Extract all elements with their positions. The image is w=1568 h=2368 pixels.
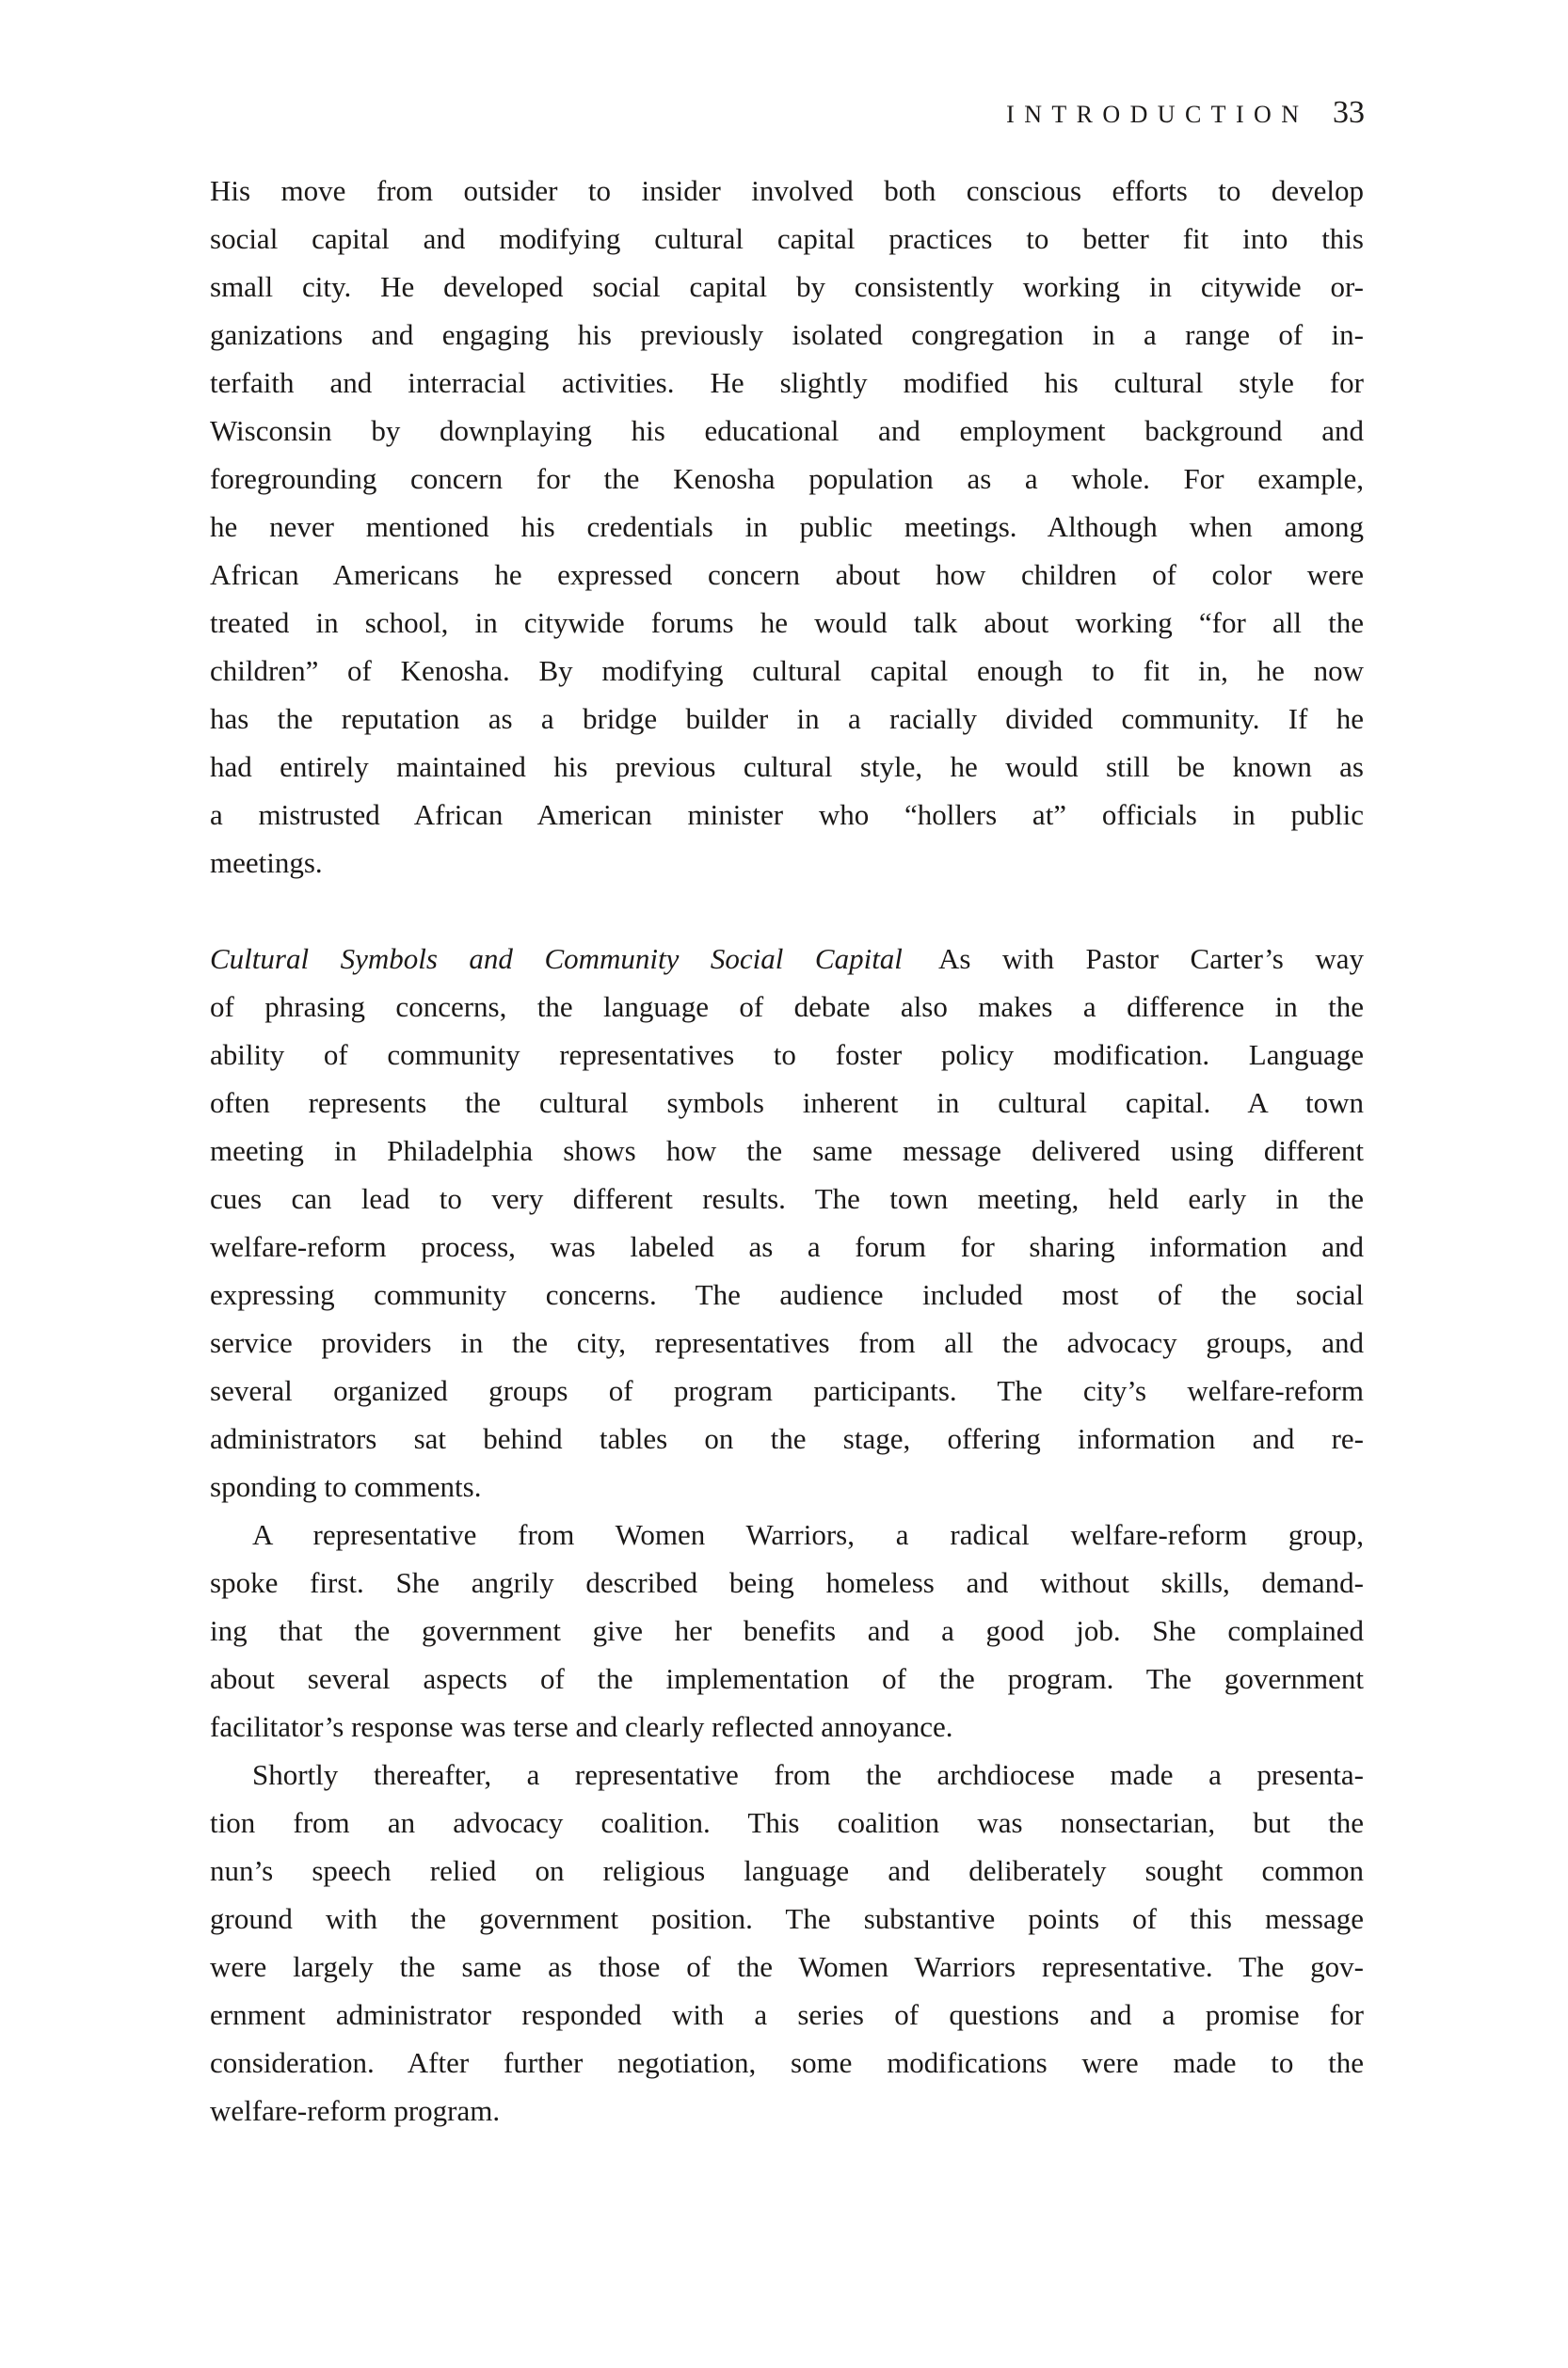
text-line: administrators sat behind tables on the stage, offering information and re- xyxy=(210,1422,1364,1455)
text-line: A representative from Women Warriors, a radical welfare-reform group, xyxy=(252,1518,1364,1551)
paragraph-2 xyxy=(210,935,1364,1511)
text-line: ganizations and engaging his previously isolated congregation in a range of in- xyxy=(210,318,1364,351)
text-line: about several aspects of the implementation of the program. The government xyxy=(210,1662,1364,1695)
text-line: treated in school, in citywide forums he would talk about working “for all the xyxy=(210,606,1364,639)
text-line: often represents the cultural symbols inherent in cultural capital. A town xyxy=(210,1086,1364,1119)
text-line: meeting in Philadelphia shows how the same message delivered using different xyxy=(210,1134,1364,1167)
paragraph-4 xyxy=(210,1751,1364,2135)
text-line: meetings. xyxy=(210,846,323,879)
text-line: a mistrusted African American minister who “hollers at” officials in public xyxy=(210,798,1364,831)
text-block xyxy=(210,167,1364,2135)
text-line: ernment administrator responded with a series of questions and a promise for xyxy=(210,1998,1364,2031)
text-line: several organized groups of program participants. The city’s welfare-reform xyxy=(210,1374,1364,1407)
text-line: service providers in the city, representatives from all the advocacy groups, and xyxy=(210,1326,1364,1359)
text-line: Shortly thereafter, a representative from the archdiocese made a presenta- xyxy=(252,1758,1364,1791)
text-line: consideration. After further negotiation, some modifications were made to the xyxy=(210,2046,1364,2079)
text-line: he never mentioned his credentials in public meetings. Although when among xyxy=(210,510,1364,543)
text-line: expressing community concerns. The audience included most of the social xyxy=(210,1278,1364,1311)
text-line: nun’s speech relied on religious language and deliberately sought common xyxy=(210,1854,1364,1887)
text-line: small city. He developed social capital by consistently working in citywide or- xyxy=(210,270,1364,303)
text-line: His move from outsider to insider involved both conscious efforts to develop xyxy=(210,174,1364,207)
text-line: had entirely maintained his previous cultural style, he would still be known as xyxy=(210,750,1364,783)
section-heading-line xyxy=(210,935,1364,983)
text-line: has the reputation as a bridge builder in a racially divided community. If he xyxy=(210,702,1364,735)
paragraph-3 xyxy=(210,1511,1364,1751)
running-head: INTRODUCTION xyxy=(1006,101,1309,128)
text-line: facilitator’s response was terse and clearly reflected annoyance. xyxy=(210,1710,953,1743)
text-line: spoke first. She angrily described being homeless and without skills, demand- xyxy=(210,1566,1364,1599)
text-line: terfaith and interracial activities. He slightly modified his cultural style for xyxy=(210,366,1364,399)
section-heading-continuation: As with Pastor Carter’s way xyxy=(937,942,1364,975)
page-header xyxy=(1006,95,1365,131)
page-number: 33 xyxy=(1333,95,1365,130)
text-line: tion from an advocacy coalition. This coalition was nonsectarian, but the xyxy=(210,1806,1364,1839)
text-line: ability of community representatives to foster policy modification. Language xyxy=(210,1038,1364,1071)
text-line: ground with the government position. The substantive points of this message xyxy=(210,1902,1364,1935)
text-line: of phrasing concerns, the language of debate also makes a difference in the xyxy=(210,990,1364,1023)
text-line: African Americans he expressed concern about how children of color were xyxy=(210,558,1364,591)
text-line: welfare-reform process, was labeled as a forum for sharing information and xyxy=(210,1230,1364,1263)
text-line: social capital and modifying cultural capital practices to better fit into this xyxy=(210,222,1364,255)
text-line: ing that the government give her benefits and a good job. She complained xyxy=(210,1614,1364,1647)
text-line: foregrounding concern for the Kenosha population as a whole. For example, xyxy=(210,462,1364,495)
text-line: were largely the same as those of the Women Warriors representative. The gov- xyxy=(210,1950,1364,1983)
paragraph-1 xyxy=(210,167,1364,887)
text-line: sponding to comments. xyxy=(210,1470,482,1503)
section-heading: Cultural Symbols and Community Social Capital xyxy=(210,942,903,975)
text-line: children” of Kenosha. By modifying cultural capital enough to fit in, he now xyxy=(210,654,1364,687)
text-line: welfare-reform program. xyxy=(210,2094,501,2127)
text-line: Wisconsin by downplaying his educational and employment background and xyxy=(210,414,1364,447)
text-line: cues can lead to very different results. The town meeting, held early in the xyxy=(210,1182,1364,1215)
